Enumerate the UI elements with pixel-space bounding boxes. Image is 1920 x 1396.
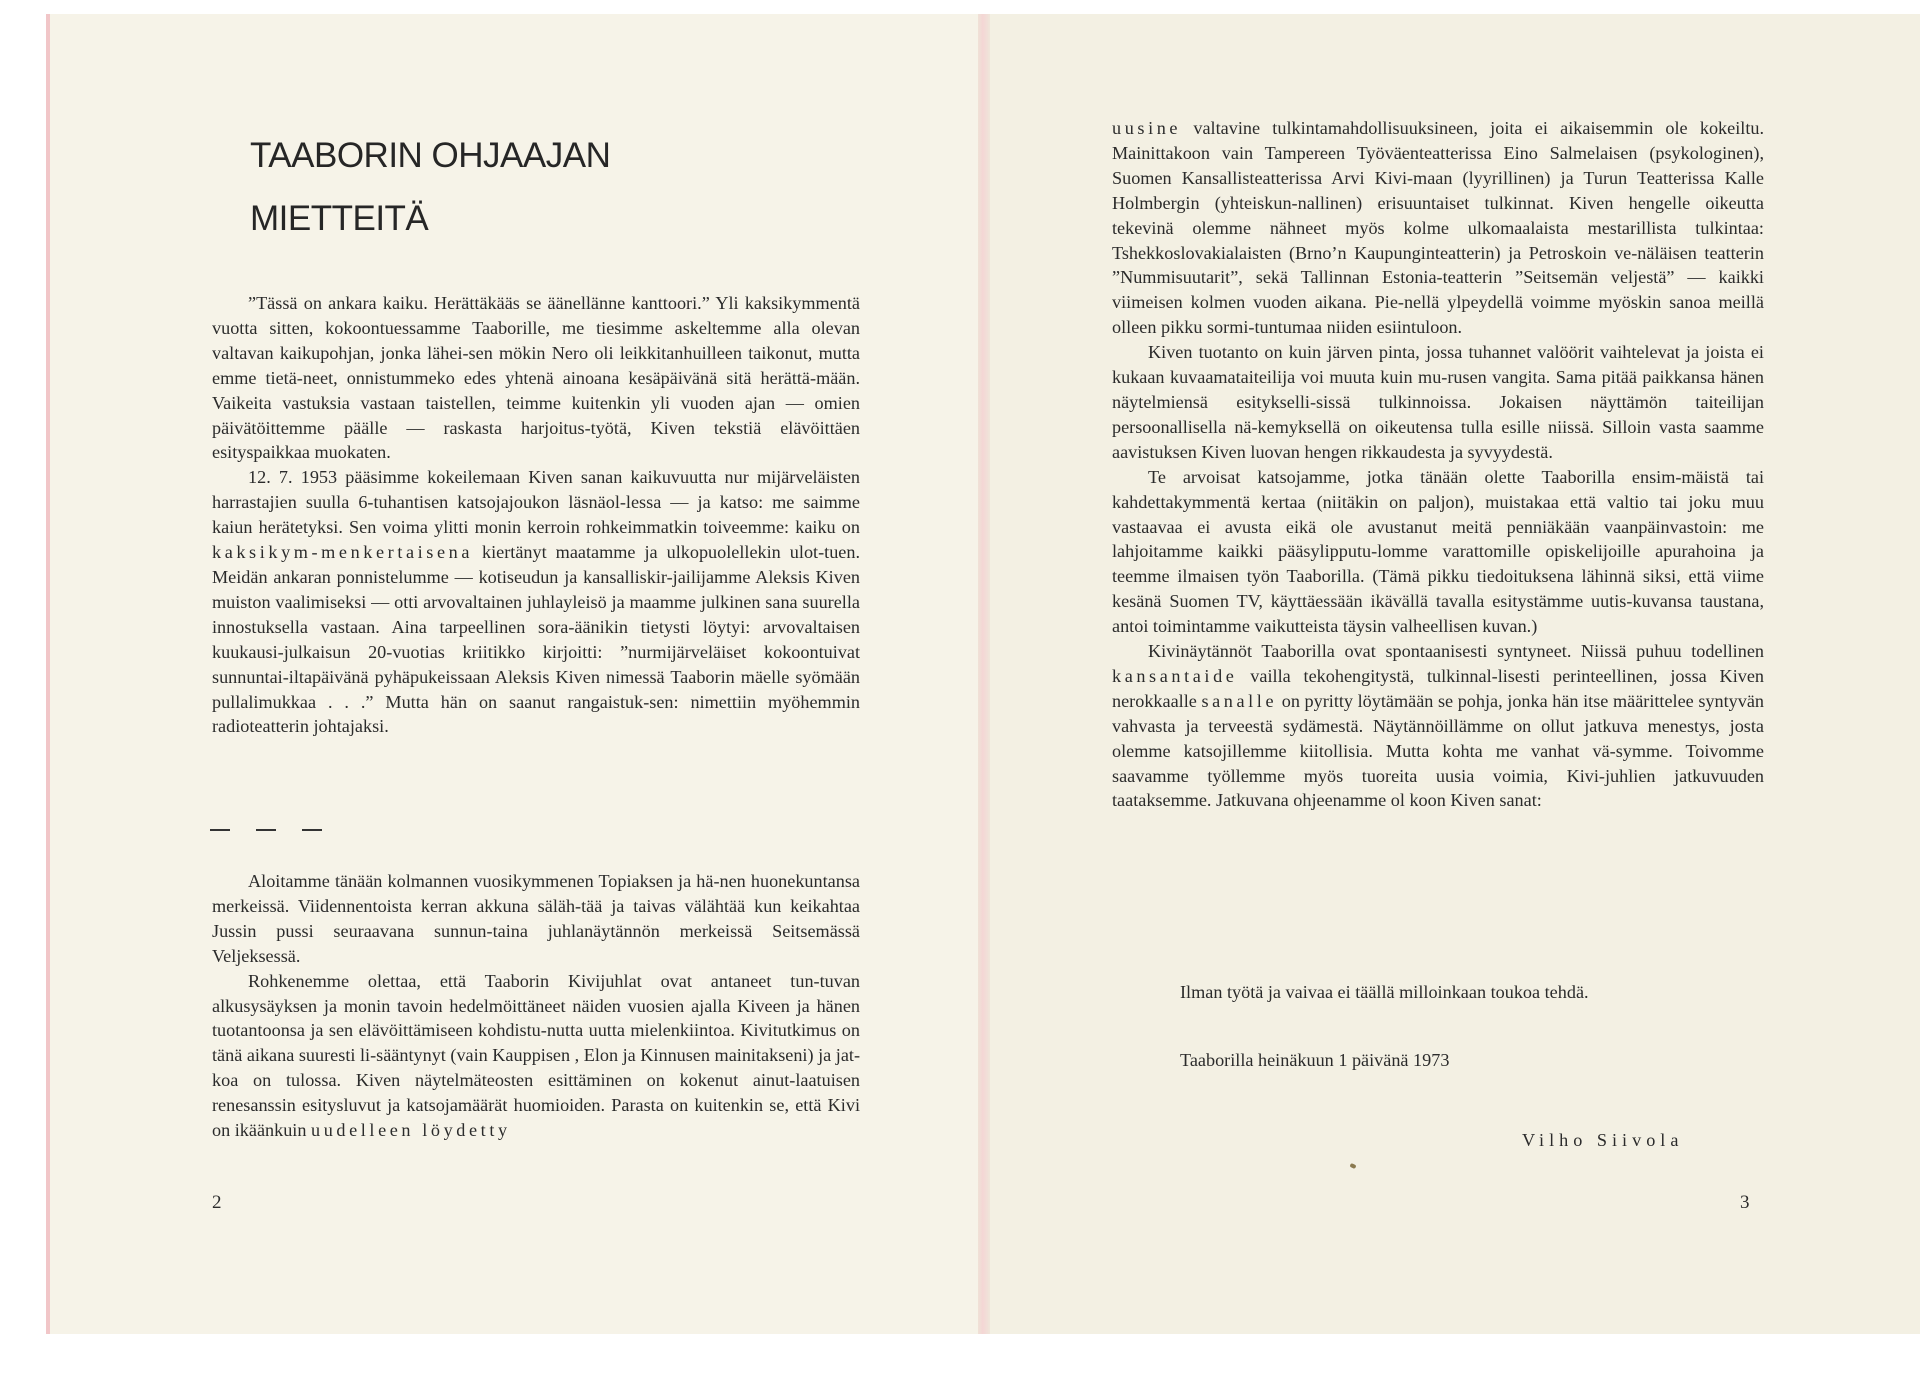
left-section-1 xyxy=(212,291,860,739)
divider-dash xyxy=(210,829,230,831)
paragraph: ”Tässä on ankara kaiku. Herättäkääs se äänellänne kanttoori.” Yli kaksikymmentä vuotta sitten, kokoontuessamme Taaborille, me tiesimme askeltemme alla olevan valtavan kaikupohjan, jonka lähei-sen mökin Nero oli leikkitanhuilleen taikonut, mutta emme tietä-neet, onnistummeko edes yhtenä ainoana kesäpäivänä sitä herättä-mään. Vaikeita vastuksia vastaan taistellen, teimme kuitenkin yli vuoden ajan — omien päivätöittemme päälle — raskasta harjoitus-työtä, Kiven tekstiä elävöittäen esityspaikkaa muokaten. xyxy=(212,293,860,463)
right-body-text xyxy=(1112,116,1764,813)
paragraph: Aloitamme tänään kolmannen vuosikymmenen Topiaksen ja hä-nen huonekuntansa merkeissä. Viidennentoista kerran akkuna säläh-tää ja taivas välähtää kun keikahtaa Jussin pussi seuraavana sunnun-taina juhlanäytännön merkeissä Seitsemässä Veljeksessä. xyxy=(212,871,860,966)
spaced-emphasis: uudelleen löydetty xyxy=(311,1120,511,1141)
divider-dash xyxy=(302,829,322,831)
paragraph-text: Rohkenemme olettaa, että Taaborin Kivijuhlat ovat antaneet tun-tuvan alkusysäyksen ja monin tavoin hedelmöittäneet näiden vuosien ajalla Kiveen ja hänen tuotantoonsa ja sen elävöittämiseen kohdistu-nutta uutta mielenkiintoa. Kivitutkimus on tänä aikana suuresti li-sääntynyt (vain Kauppisen , Elon ja Kinnusen mainitakseni) ja jat-koa on tulossa. Kiven näytelmäteosten esittäminen on kokenut ainut-laatuisen renesanssin esitysluvut ja katsojamäärät huomioiden. Parasta on kuitenkin se, että Kivi on ikäänkuin xyxy=(212,970,861,1141)
page-edge xyxy=(46,14,50,1334)
paragraph-text: kiertänyt maatamme ja ulkopuolellekin ulot-tuen. Meidän ankaran ponnistelumme — kotiseudun ja kansalliskir-jailijamme Aleksis Kiven muiston vaalimiseksi — otti arvovaltainen juhlayleisö ja maamme julkinen sana suurella innostuksella vastaan. Aina tarpeellinen sora-äänikin tietysti löytyi: arvovaltaisen kuukausi-julkaisun 20-vuotias kriitikko kirjoitti: ”nurmijärveläiset kokoontuivat sunnuntai-iltapäivänä pyhäpukeissaan Aleksis Kiven nimessä Taaborin mäelle syömään pullalimukkaa . . .” Mutta hän on saanut rangaistuk-sen: nimettiin myöhemmin radioteatterin johtajaksi. xyxy=(212,542,861,737)
left-section-2 xyxy=(212,869,860,1143)
book-gutter xyxy=(978,14,990,1334)
paragraph xyxy=(1112,116,1764,340)
paragraph xyxy=(212,969,860,1143)
dateline: Taaborilla heinäkuun 1 päivänä 1973 xyxy=(1180,1050,1450,1070)
paragraph xyxy=(1112,639,1764,813)
spaced-emphasis: sanalle xyxy=(1201,690,1278,711)
paragraph-text: valtavine tulkintamahdollisuuksineen, joita ei aikaisemmin ole kokeiltu. Mainittakoon vain Tampereen Työväenteatterissa Eino Salmelaisen (psykologinen), Suomen Kansallisteatterissa Arvi Kivi-maan (lyyrillinen) ja Turun Teatterissa Kalle Holmbergin (yhteiskun-nallinen) erisuuntaiset tulkinnat. Kiven hengelle oikeutta tekevinä olemme nähneet myös kolme ulkomaalaista mestarillista tulkintaa: Tshekkoslovakialaisten (Brno’n Kaupunginteatterin) ja Petroskoin ve-näläisen teatterin ”Nummisuutarit”, sekä Tallinnan Estonia-teatterin ”Seitsemän veljestä” — kaikki viimeisen kolmen vuoden aikana. Pie-nellä ylpeydellä voimme myöskin sanoa meillä olleen pikku sormi-tuntumaa niiden esiintuloon. xyxy=(1112,118,1765,338)
spaced-emphasis: uusine xyxy=(1112,118,1182,138)
article-title-line-1: TAABORIN OHJAAJAN xyxy=(250,136,611,175)
page-number-right: 3 xyxy=(1740,1192,1750,1213)
divider-dash xyxy=(256,829,276,831)
paragraph: Kiven tuotanto on kuin järven pinta, jossa tuhannet valöörit vaihtelevat ja joista ei kukaan kuvaamataiteilija voi muuta kuin mu-rusen vangita. Sama pitää paikkansa hänen näytelmiensä esitykselli-sissä tulkinnoissa. Jokaisen näyttämön taiteilijan persoonallisella nä-kemyksellä on oikeutensa tulla esille niissä. Silloin vasta saamme aavistuksen Kiven luovan hengen rikkaudesta ja syvyydestä. xyxy=(1112,342,1764,462)
paragraph-text: vailla tekohengitystä, tulkinnal-lisesti perinteellinen, jossa Kiven nerokkaalle xyxy=(1112,665,1765,711)
paragraph-text: on pyritty löytämään se pohja, jonka hän itse määrittelee syntyvän vahvasta ja terveestä sydämestä. Näytännöillämme on ollut jatkuva menestys, josta olemme katsojillemme kiitollisia. Mutta kohta me vanhat vä-symme. Toivomme saavamme työllemme myös tuoreita uusia voimia, Kivi-juhlien jatkuvuuden taataksemme. Jatkuvana ohjeenamme ol koon Kiven sanat: xyxy=(1112,690,1765,811)
paragraph: Te arvoisat katsojamme, jotka tänään olette Taaborilla ensim-mäistä tai kahdettakymmentä kertaa (niitäkin on paljon), muistakaa että valtio tai joku muu vastaavaa ei avusta eikä ole avustanut meitä penniäkään vaanpäinvastoin: me lahjoitamme kaikki pääsylipputu-lomme varattomille opiskelijoille apurahoina ja teemme ilmaisen työn Taaborilla. (Tämä pikku tiedoituksena lähinnä siksi, että viime kesänä Suomen TV, käyttäessään ikävällä tavalla esitystämme uutis-kuvansa taustana, antoi toimintamme vaikutteista täysin valheellisen kuvan.) xyxy=(1112,466,1764,637)
kivi-quote: Ilman työtä ja vaivaa ei täällä milloinkaan toukoa tehdä. xyxy=(1180,982,1589,1002)
spaced-emphasis: kansantaide xyxy=(1112,665,1238,686)
section-divider xyxy=(210,820,322,840)
article-title-line-2: MIETTEITÄ xyxy=(250,199,429,238)
paragraph-text: 12. 7. 1953 pääsimme kokeilemaan Kiven sanan kaikuvuutta nur mijärveläisten harrastajien suulla 6-tuhantisen katsojajoukon läsnäol-lessa — ja katso: me saimme kaiun herätetyksi. Sen voima ylitti monin kerroin rohkeimmatkin toiveemme: kaiku on xyxy=(212,467,860,538)
paragraph-text: Kivinäytännöt Taaborilla ovat spontaanisesti syntyneet. Niissä puhuu todellinen xyxy=(1148,641,1764,662)
paragraph xyxy=(212,465,860,739)
page-number-left: 2 xyxy=(212,1192,222,1213)
author-signature: Vilho Siivola xyxy=(1522,1130,1684,1150)
spaced-emphasis: kaksikym-menkertaisena xyxy=(212,542,474,563)
